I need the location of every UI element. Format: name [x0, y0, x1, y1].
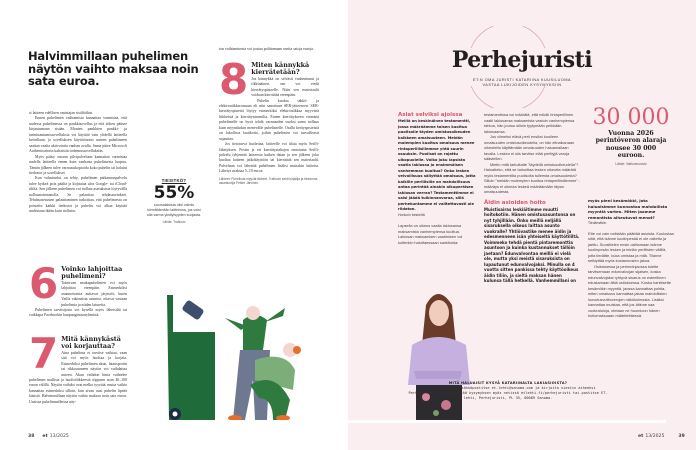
factbox-value: 55% — [153, 183, 195, 203]
paragraph: Puhelin kuuluu sähkö- ja elektroniikkaromuun eli niin sanottuun SER-jätteeseen. SER-kierrätyspisteitä löytyy esimerkiksi elektroniikkaa myyvistä liikkeistä ja kierrätysasemilta. Ennen kierrätykseen viemistä puhelimelle on hyvä tehdä varmuuden vuoksi sama nollaus kuin myyntiinkin menevälle puhelimelle. Osalla keräyspisteistä on lukollisia laatikoita, joihin puhelimen voi turvallisesti sujauttaa. — [219, 98, 319, 141]
paragraph: Myös pääsy omaan pilvipalveluun kannattaa varmistaa uudella laitteella ennen kuin vanhasta puhelimesta luopuu. Tämän jälkeen tulee varmuuskopioida koko puhelin tai halutut tiedostot ja sovellukset. — [29, 154, 127, 175]
paragraph: Jos kännykkä on selvästi vanhentunut ja rikkinäinen, sen voi viedä kierrätyspisteelle. Näin sen materiaalit voidaan kierrättää eteenpäin. — [251, 76, 319, 98]
question-6-title: Voinko lahjoittaa puhelimeni? — [61, 265, 123, 280]
factbox-text: suomalaisista olisi valmis kierrättämään laitteensa, jos voisi olla varma yksityisyyden suojasta. — [146, 203, 202, 217]
question-1-text: Meillä on keskinäinen testamentti, jossa määräämme toisen kuoltua puolisolle täyden omistusoikeuden kaikkeen omaisuuteen. Meidän molempien kuoltua omaisuus menee rintaperillisillemme yhtä suurin osuuksin. Puolisot on rajattu ulkopuolelle. Voiko joku lapsista vaatia lakiosaa jo ensimmäisen vanhemman kuoltua? Onko lesken velvollisuus säilyttää omaisuus, jotta kaikille perillisille on mahdollisuus antaa perintöä ainakin alkuperäisen lakiosan verran? Testamenttimme ei saisi jäädä tulkinnanvaraa, sillä perhekuntamme ei valitettavasti ole riidaton. — [398, 119, 476, 211]
column-title: Perhejuristi — [451, 47, 593, 73]
factbox-source: Lähde: Traficom — [162, 220, 186, 225]
question-2-text-cont: myös pieni kesämökki, jota haluaisimme kunnostaa mahdollista myyntiä varten. Miten jaamme remontista aiheutuvat menot? — [588, 198, 668, 220]
question-1-heading: Asiat selviksi ajoissa — [398, 112, 463, 118]
paragraph: Jos tietoturva huolettaa, laitteelle voi tilata myös Seiffi-lähetyksen. Postin ja eri kierrätystahojen omistama Seiffi-palvelu tyhjentää laitteesta kaiken datan ja sen jälkeen joko huoltaa laitteen jatkokäyttöön tai kierrättää sen materiaalit. Palveluun voi lähettää puhelimen lisäksi muitakin laitteita. Lähetys maksaa 5–10 euroa. — [219, 142, 319, 174]
question-7 — [29, 329, 127, 405]
question-2-text: Muistisairas leskiäitimme muutti hoitokotiin. Hänen omistusasuntonsa on nyt tyhjillään. Onko meillä neljällä sisaruksella oikeus laittaa asunto vuokralle? Yhtiövastike menee äidin ja edesmenneen isän yhteiseltä käyttötililtä. Voimmeko tehdä pientä pintaremonttia asuntoon ja kuinka kustannukset tällöin jaetaan? Edunvalvontaa meillä ei vielä ole, mutta yksi meistä sisaruksista on lupautunut edunvalvojaksi. Minulla on 4 vuotta sitten pankissa tehty käyttöoikeus äidin tiliin, ja sieltä maksan hänen kulunsa tällä hetkellä. Vanhemmillani on — [484, 206, 580, 283]
did-you-know-box — [140, 178, 208, 224]
paragraph: Ennen puhelimen vaihtamista kannattaa varmistaa, että uudessa puhelimessa on pankkisovellus ja että siihen pääsee kirjautumaan sisään. Monien pankkien pankki- ja tunnistautumissovelluksia voi käyttää vain yhdellä laitteella kerrallaan, ja sovelluksen käyttöönotto uuteen puhelimeen saattaa vaatia aktivointia vanhan avulla. Sama pätee Microsoft Authenticatorin kaltaisiin todennussovelluksiin. — [29, 116, 127, 154]
paragraph: Mietin mitä tarkoitatte ”täydellä omistusoikeudella”? Haluatteko, että se tarkoittaa lesken oikeutta määrätä myös testamentilla puolisolta tulleesta omaisuudesta? Silloin ”meidän molempien kuoltua rintaperillisillemme” -määräys ei oikeuta leskeä määräämään täysin omaisuudesta. — [484, 161, 581, 194]
question-8-title: Miten kännykkä kierrätetään? — [251, 61, 310, 76]
factbox-label: TIESITKÖ? — [161, 178, 187, 183]
paragraph: Aina puhelinta ei tarvitse vaihtaa, vaan sitä voi myös huoltaa ja korjata. Esimerkiksi puhelimen akun, latausportin tai rikkoutuneen näytön voi vaihdattaa uuteen. Akun vaihdon hinta vaihtelee puhelimen mallista ja huoltoliikkeestä riippuen noin 40–100 euron välillä. Näytön vaihdot ovat melko tyyriitä, mutta vaihto kannattaa esimerkiksi silloin, kun aivan uusi puhelin lipeää käsistä. Halvimmillaan näytön vaihto maksaa noin sata euroa. Uusissa puhelinmalleissa näy- — [29, 350, 127, 404]
issue-number: 13/2025 — [645, 434, 665, 439]
subtitle-line: ET:N OMA JURISTI KATARIINA KUUSILUOMA — [472, 78, 572, 82]
paragraph: ton vaihtamisesta voi joutua pulittamaan useita satoja euroja. — [219, 47, 314, 51]
cta-heading: MITÄ HALUAISIT KYSYÄ KATARIINALTA LAKIASIOISTA? — [448, 381, 568, 385]
magazine-brand: et — [42, 434, 48, 439]
article-headline: Halvimmillaan puhelimen näytön vaihto maksaa noin sata euroa. — [28, 49, 199, 88]
magazine-brand: et — [638, 434, 644, 439]
question-number-6: 6 — [29, 259, 59, 308]
answer-1-continued — [484, 112, 580, 284]
question-6 — [29, 259, 127, 319]
question-8 — [219, 55, 319, 186]
stat-box — [588, 106, 674, 166]
paragraph: Osituksessa ja perinnönjaossa tulette tarvitsemaan edunvalvojan sijaisen, koska edunvalvojaksi ryhtyvä sisarus on esteellinen edustamaan äitiä osituksessa. Koska harkitsette kesämökin myyntiä, jaossa kannattaa pohtia, miten omaisuus kannattaa jakaa mahdollisten luovutusvoittoverojen näkökulmasta. Lisäksi kannattaa muistaa, että jos äitinne saa vuokratuloja, otetaan ne huomioon hänen hoitomaksuaan määritettäessä. — [588, 263, 672, 318]
subtitle-line: VASTAA LUKIJOIDEN KYSYMYKSIIN — [482, 83, 562, 87]
question-2-heading: Äidin asioiden hoito — [484, 199, 546, 206]
ask-question-box — [408, 381, 608, 401]
phone-icon — [181, 299, 204, 320]
answer-1-start: Lapsella on oikeus vaatia lakiosansa maksamista vanhempiensa kuoltua. Lakiosan maksamisen vaatimisen voi kuitenkin haluttaessaan sanktioida: — [398, 223, 463, 245]
paragraph: Kun valmistelut on tehty, puhelimen paikannuspalvelu tulee kytkeä pois päältä ja kirjautua ulos Google- tai iCloud-tililtä. Sen jälkeen puhelimen voi nollata asetuksista löytyvällä nollaustoiminnolla. Se palauttaa tehdasasetukset. Tehdasasetusten palauttaminen tarkoittaa, että puhelimesta on poistettu kaikki tiedostot ja puhelin voi alkaa käyttää uudestaan ikään kuin nollattu. — [29, 176, 127, 214]
question-number-7: 7 — [29, 329, 59, 378]
sources-note: Lähteet: Puhelimia myyvät liikkeet, Traficom sekä kirjailija ja tietoturva-asiantuntija Petteri Järvinen. — [219, 176, 319, 186]
recycling-illustration — [155, 270, 305, 420]
column-2-intro — [219, 47, 319, 52]
page-footer-left — [28, 434, 69, 439]
stat-value: 30 000 — [592, 105, 670, 130]
divider — [348, 420, 666, 423]
question-2-continued — [588, 198, 674, 319]
page-footer-right — [638, 434, 685, 439]
question-2-signature: Tiedämätön — [588, 221, 607, 225]
question-1-signature: Honkoin keskeltä — [398, 212, 425, 217]
paragraph: Ette voi vain nelistään päättää asioista. Kuulostaa siltä, että isänne kuolinpesää ei ole ositettu ja jaettu. Suosittelen ensin osittamaan isänne kuolinpesän lesken ja teidän perillisten välillä, jotta tiedätte, kuka omistaa ja mitä. Tilanne selkiyttää myös kustannusten jakoa. — [588, 230, 674, 263]
left-column-1 — [29, 111, 127, 215]
stat-text: Vuonna 2026 perintöveron alaraja nousee 30 000 euroon. — [595, 130, 667, 160]
paragraph: Puhelimen tarvitsijoita voi kysellä myös läheisiltä tai vaikkapa Facebookin kaupunginosaryhmistä. — [29, 307, 127, 318]
column-subtitle — [348, 78, 696, 88]
question-number-8: 8 — [219, 55, 249, 104]
paragraph: testamentissa voi määrätä, että mikäli rintaperillinen vaatii lakiosansa maksamista vastoin vanhempiensa tahtoa, hän joutuu silloin tyytymään pelkkään lakiosaansa. — [484, 112, 575, 134]
cta-text: Lähetä kysymyksesi sähköpostitse et-lehti@sanoma.com ja kirjoita viestin aiheeksi Perhejuristi. Voit lähettää kysymyksen myös netissä etlehti.fi/perhejuristi tai postitse ET-lehti, Perhejuristi, PL 35, 00089 Sanoma. — [408, 386, 608, 400]
page-number: 39 — [678, 434, 685, 439]
right-page — [348, 0, 696, 450]
stat-source: Lähde: Valtioneuvosto — [615, 161, 647, 166]
paragraph: si laitteen edellisen omistajan sisältöihin. — [29, 111, 93, 115]
page-number: 38 — [28, 434, 35, 439]
question-7-title: Mitä kännykästä voi korjauttaa? — [61, 335, 121, 350]
question-1 — [398, 112, 476, 245]
paragraph: Toimivan matkapuhelimen voi myös lahjoittaa eteenpäin. Esimerkiksi asunnottomia auttavat järjestöt, kuten Vailla vakinaista asuntoa, ottavat vastaan puhelimia ja niiden latureita. — [61, 280, 127, 307]
paragraph: Jos viimeksi elävä perii ensiksi kuolleen omaisuuden omistusoikeudella, on hän elinaikanaan oikeutettu käyttämään omaisuuden haluamallaan tavalla. Lesken ei siis tarvitse elää perittyjä varoja säästellen. — [484, 134, 575, 161]
issue-number: 13/2025 — [49, 434, 69, 439]
